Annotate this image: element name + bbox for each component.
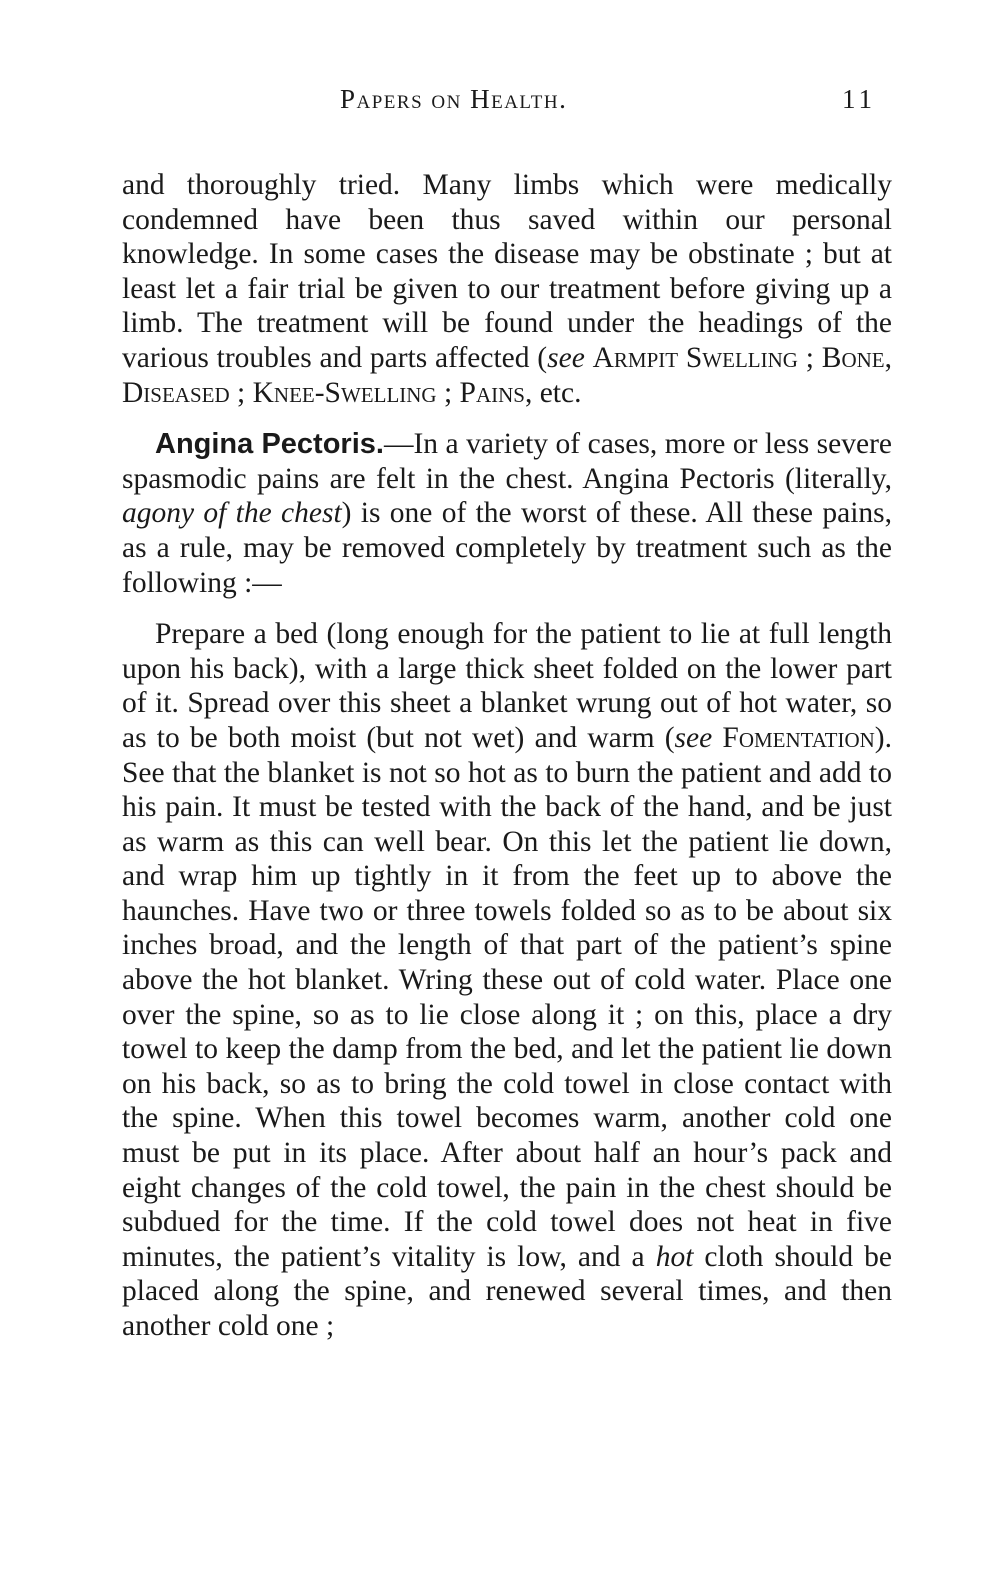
page-number: 11 bbox=[842, 84, 876, 114]
cross-reference: Armpit Swelling bbox=[592, 341, 798, 374]
italic-word: hot bbox=[655, 1240, 694, 1273]
paragraph-text: cloth should be placed along the spine, and renewed several times, and then another cold one ; bbox=[122, 1240, 892, 1342]
paragraph-text: and thoroughly tried. Many limbs which were medically condemned have been thus saved within our personal knowledge. In some cases the disease may be obstinate ; but at least let a fair trial be given to our treatment before giving up a limb. The treatment will be found under the headings of the various troubles and parts affected ( bbox=[122, 169, 892, 374]
paragraph-continued bbox=[122, 168, 892, 410]
paragraph-text: , etc. bbox=[524, 376, 582, 409]
separator: ; bbox=[797, 341, 822, 374]
cross-reference: Knee-Swelling bbox=[252, 376, 437, 409]
entry-angina-pectoris bbox=[122, 427, 892, 600]
page-body bbox=[122, 168, 892, 1344]
italic-see: see bbox=[547, 341, 585, 374]
separator: ; bbox=[436, 376, 460, 409]
italic-see: see bbox=[674, 721, 713, 754]
cross-reference: Bone, Diseased bbox=[122, 341, 892, 409]
paragraph-treatment bbox=[122, 617, 892, 1343]
paragraph-text: ). See that the blanket is not so hot as to burn the patient and add to his pain. It must be tested with the back of the hand, and be just as warm as this can well bear. On this let the patient lie down, and wrap him up tightly in it from the feet up to above the haunches. Have two or three towels folded so as to be about six inches broad, and the length of that part of the patient’s spine above the hot blanket. Wring these out of cold water. Place one over the spine, so as to lie close along it ; on this, place a dry towel to keep the damp from the bed, and let the patient lie down on his back, so as to bring the cold towel in close contact with the spine. When this towel becomes warm, another cold one must be put in its place. After about half an hour’s pack and eight changes of the cold towel, the pain in the chest should be subdued for the time. If the cold towel does not heat in five minutes, the patient’s vitality is low, and a bbox=[122, 721, 892, 1273]
running-header bbox=[0, 84, 1000, 124]
cross-reference: Fomentation bbox=[722, 721, 875, 754]
cross-reference: Pains bbox=[459, 376, 525, 409]
separator: ; bbox=[229, 376, 253, 409]
paragraph-text: ) is one of the worst of these. All these pains, as a rule, may be removed completely by treatment such as the following :— bbox=[122, 497, 892, 599]
running-title: Papers on Health. bbox=[340, 84, 568, 114]
paragraph-text: Prepare a bed (long enough for the patient to lie at full length upon his back), with a large thick sheet folded on the lower part of it. Spread over this sheet a blanket wrung out of hot water, so as to be both moist (but not wet) and warm ( bbox=[122, 618, 892, 754]
paragraph-text: —In a variety of cases, more or less severe spasmodic pains are felt in the chest. Angina Pectoris (literally, bbox=[122, 428, 893, 495]
italic-phrase: agony of the chest bbox=[122, 497, 342, 530]
entry-heading: Angina Pectoris. bbox=[155, 428, 384, 461]
